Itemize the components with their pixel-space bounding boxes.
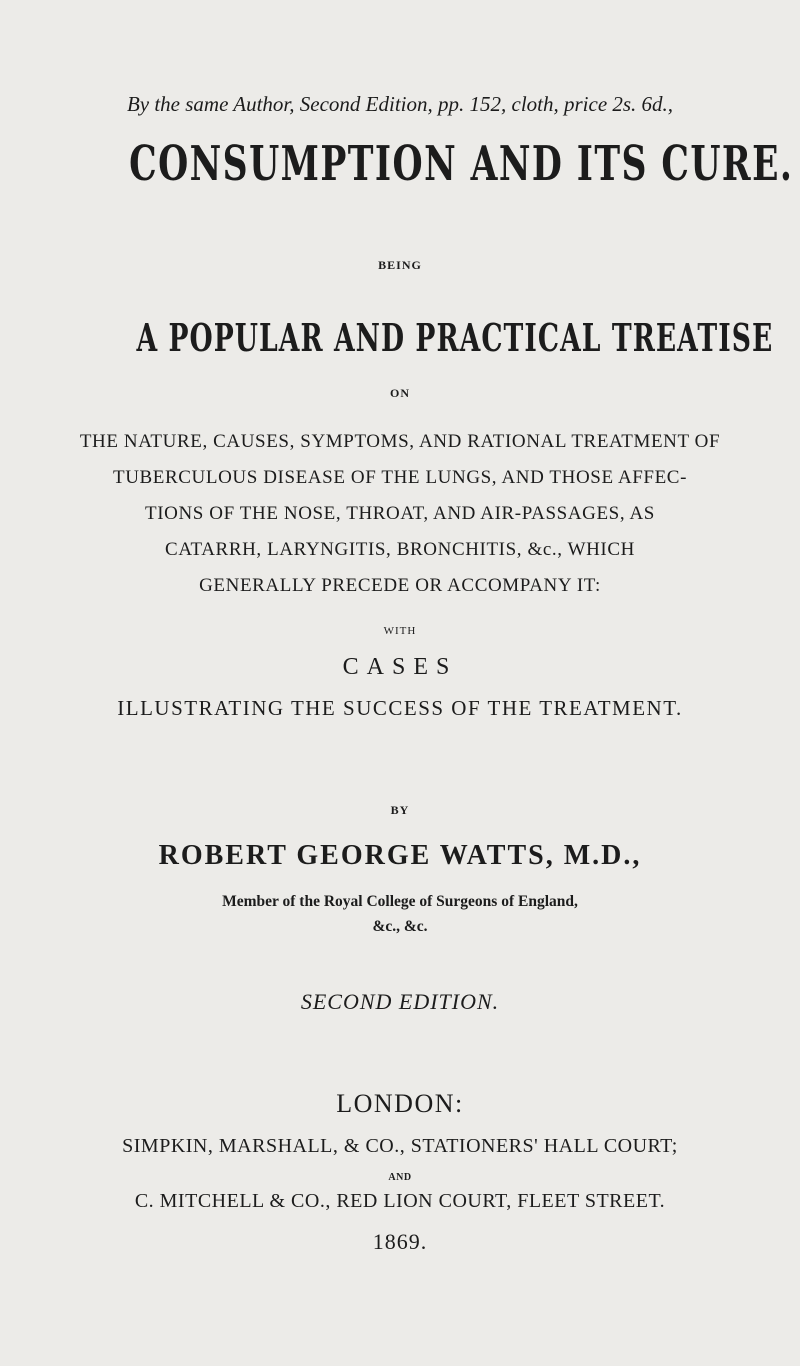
imprint-publisher-2: C. MITCHELL & CO., RED LION COURT, FLEET STREET. [134, 1190, 666, 1212]
cases-heading: CASES [342, 654, 458, 680]
subtitle-text: A POPULAR AND PRACTICAL TREATISE [136, 315, 774, 360]
imprint-publisher-1: SIMPKIN, MARSHALL, & CO., STATIONERS' HALL COURT; [122, 1135, 678, 1157]
imprint-city: LONDON: [336, 1089, 464, 1118]
description-line: TUBERCULOUS DISEASE OF THE LUNGS, AND THOSE AFFEC- [112, 467, 688, 488]
description-line: THE NATURE, CAUSES, SYMPTOMS, AND RATIONAL TREATMENT OF [79, 431, 721, 452]
being-label: BEING [378, 258, 422, 272]
author-name: ROBERT GEORGE WATTS, M.D., [158, 840, 642, 871]
imprint-year: 1869. [372, 1229, 428, 1254]
description-line: TIONS OF THE NOSE, THROAT, AND AIR-PASSAGES, AS [145, 503, 655, 524]
description-line: CATARRH, LARYNGITIS, BRONCHITIS, &c., WHICH [165, 539, 635, 560]
description-line: GENERALLY PRECEDE OR ACCOMPANY IT: [199, 575, 601, 596]
advert-line: By the same Author, Second Edition, pp. 152, cloth, price 2s. 6d., [126, 92, 674, 116]
on-label: ON [390, 386, 410, 400]
imprint-and: AND [388, 1172, 412, 1183]
with-label: WITH [383, 625, 417, 637]
main-title-text: CONSUMPTION AND ITS CURE. [129, 136, 794, 192]
subtitle [0, 315, 800, 360]
edition-label: SECOND EDITION. [300, 989, 500, 1014]
author-credentials-etc: &c., &c. [372, 918, 428, 935]
author-credentials: Member of the Royal College of Surgeons of England, [222, 893, 578, 910]
cases-subheading: ILLUSTRATING THE SUCCESS OF THE TREATMENT. [117, 696, 683, 720]
main-title [0, 136, 800, 192]
by-label: BY [390, 803, 410, 817]
